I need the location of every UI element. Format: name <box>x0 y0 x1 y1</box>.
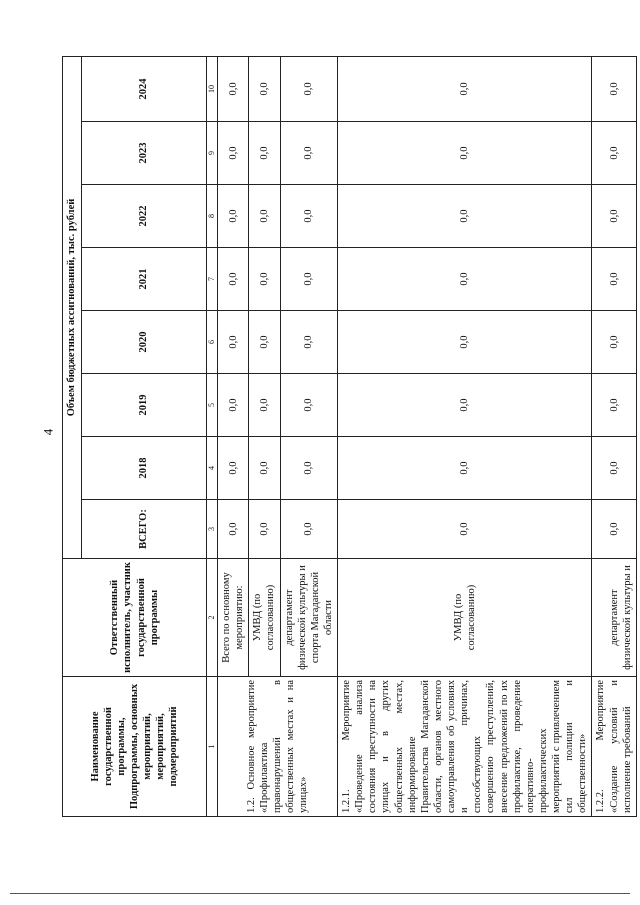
cell-value: 0,0 <box>249 311 280 374</box>
cell-value: 0,0 <box>592 248 636 311</box>
header-year-2022: 2022 <box>82 185 207 248</box>
cell-value: 0,0 <box>338 437 592 500</box>
cell-value: 0,0 <box>592 122 636 185</box>
row-executor: Всего по основному мероприятию: <box>218 559 249 677</box>
col-index: 8 <box>207 185 218 248</box>
col-index: 9 <box>207 122 218 185</box>
cell-value: 0,0 <box>338 374 592 437</box>
col-index: 1 <box>207 677 218 817</box>
header-year-2019: 2019 <box>82 374 207 437</box>
cell-value: 0,0 <box>280 122 338 185</box>
col-index: 2 <box>207 559 218 677</box>
cell-value: 0,0 <box>280 437 338 500</box>
header-executor: Ответственный исполнитель, участник государственной программы <box>63 559 207 677</box>
col-index: 3 <box>207 500 218 559</box>
cell-value: 0,0 <box>592 374 636 437</box>
header-year-2021: 2021 <box>82 248 207 311</box>
cell-value: 0,0 <box>280 248 338 311</box>
cell-value: 0,0 <box>218 56 249 121</box>
cell-value: 0,0 <box>280 185 338 248</box>
cell-value: 0,0 <box>218 122 249 185</box>
header-year-2020: 2020 <box>82 311 207 374</box>
row-executor: УМВД (по согласованию) <box>338 559 592 677</box>
table-row <box>218 56 249 816</box>
header-year-2023: 2023 <box>82 122 207 185</box>
row-executor: УМВД (по согласованию) <box>249 559 280 677</box>
footer-divider <box>10 893 630 894</box>
cell-value: 0,0 <box>218 311 249 374</box>
cell-value: 0,0 <box>338 56 592 121</box>
cell-value: 0,0 <box>249 122 280 185</box>
cell-value: 0,0 <box>249 185 280 248</box>
col-index: 4 <box>207 437 218 500</box>
cell-value: 0,0 <box>592 437 636 500</box>
cell-value: 0,0 <box>249 56 280 121</box>
cell-value: 0,0 <box>592 500 636 559</box>
cell-value: 0,0 <box>280 374 338 437</box>
cell-value: 0,0 <box>280 56 338 121</box>
cell-value: 0,0 <box>280 500 338 559</box>
cell-value: 0,0 <box>592 185 636 248</box>
cell-value: 0,0 <box>338 122 592 185</box>
budget-table <box>62 56 637 817</box>
col-index: 5 <box>207 374 218 437</box>
cell-value: 0,0 <box>280 311 338 374</box>
cell-value: 0,0 <box>218 500 249 559</box>
cell-value: 0,0 <box>218 437 249 500</box>
page-number: 4 <box>40 428 56 436</box>
cell-value: 0,0 <box>249 374 280 437</box>
cell-value: 0,0 <box>249 437 280 500</box>
cell-value: 0,0 <box>218 185 249 248</box>
rotated-table-container <box>62 57 633 817</box>
cell-value: 0,0 <box>249 500 280 559</box>
row-name: 1.2.2. Мероприятие «Создание условий и исполнение требований <box>592 677 636 817</box>
row-executor: департамент физической культуры и спорта Магаданской области <box>280 559 338 677</box>
header-budget: Объем бюджетных ассигнований, тыс. рублей <box>63 56 82 558</box>
header-total: ВСЕГО: <box>82 500 207 559</box>
col-index: 6 <box>207 311 218 374</box>
cell-value: 0,0 <box>338 311 592 374</box>
cell-value: 0,0 <box>338 248 592 311</box>
row-name: 1.2.1. Мероприятие «Проведение анализа состояния преступности на улицах и в других общественных местах, информирование Правительства Магаданской области, органов местного самоуправления об условиях и причинах, способствующих совершению преступлений, внесение предложений по их профилактике, проведение оперативно-профилактических мероприятий с привлечением сил полиции и общественности» <box>338 677 592 817</box>
header-name: Наименование государственной программы, Подпрограммы, основных мероприятий, мероприятий, подмероприятий <box>63 677 207 817</box>
column-index-row <box>207 56 218 816</box>
table-row <box>592 56 636 816</box>
cell-value: 0,0 <box>592 56 636 121</box>
cell-value: 0,0 <box>218 248 249 311</box>
table-row <box>338 56 592 816</box>
header-year-2018: 2018 <box>82 437 207 500</box>
cell-value: 0,0 <box>249 248 280 311</box>
col-index: 7 <box>207 248 218 311</box>
row-executor: департамент физической культуры и <box>592 559 636 677</box>
cell-value: 0,0 <box>338 185 592 248</box>
row-name: 1.2. Основное мероприятие «Профилактика правонарушений в общественных местах и на улицах» <box>218 677 338 817</box>
cell-value: 0,0 <box>218 374 249 437</box>
col-index: 10 <box>207 56 218 121</box>
cell-value: 0,0 <box>338 500 592 559</box>
cell-value: 0,0 <box>592 311 636 374</box>
header-year-2024: 2024 <box>82 56 207 121</box>
